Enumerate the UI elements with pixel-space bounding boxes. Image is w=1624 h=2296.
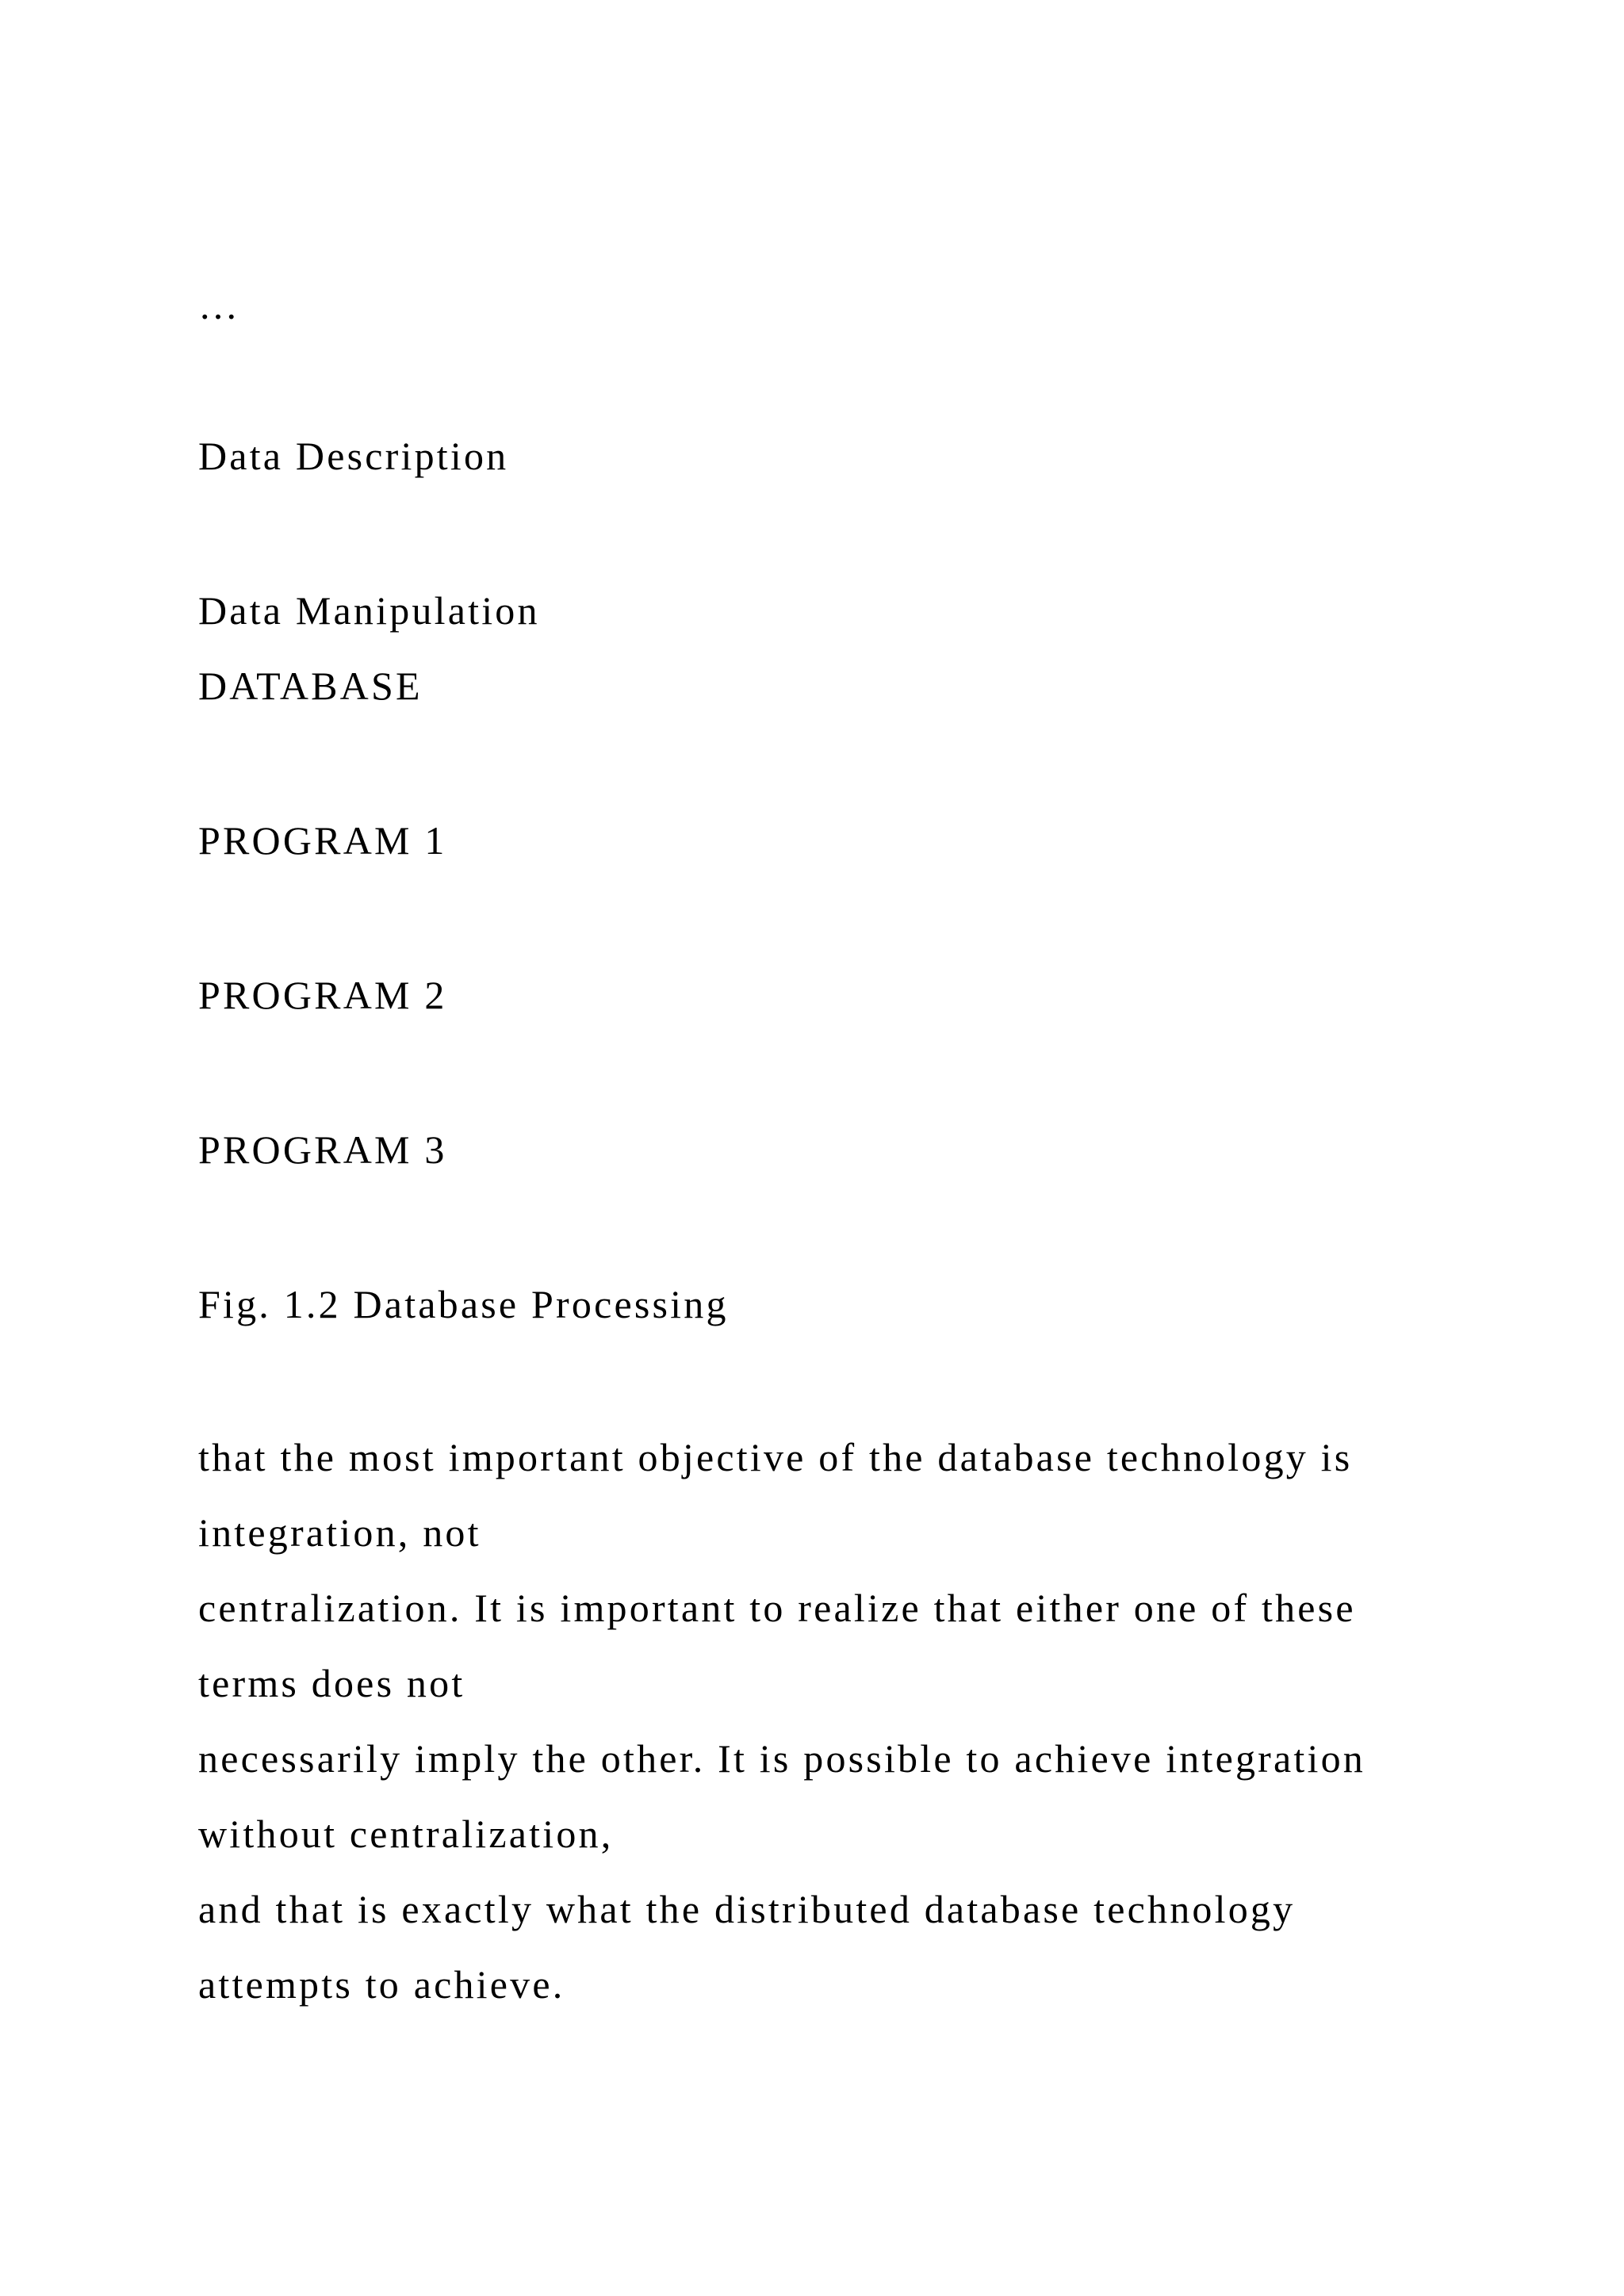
paragraph-line: terms does not bbox=[198, 1661, 465, 1705]
figure-label-program-2: PROGRAM 2 bbox=[198, 973, 447, 1017]
figure-label-program-3: PROGRAM 3 bbox=[198, 1127, 447, 1172]
figure-caption: Fig. 1.2 Database Processing bbox=[198, 1282, 729, 1326]
paragraph-line: necessarily imply the other. It is possible to achieve integration bbox=[198, 1736, 1365, 1781]
figure-label-data-description: Data Description bbox=[198, 434, 509, 478]
paragraph-line: integration, not bbox=[198, 1510, 481, 1555]
paragraph-line: centralization. It is important to realize that either one of these bbox=[198, 1586, 1356, 1630]
ellipsis-text: … bbox=[198, 283, 241, 327]
paragraph-line: that the most important objective of the database technology is bbox=[198, 1435, 1353, 1479]
figure-label-data-manipulation: Data Manipulation bbox=[198, 588, 540, 633]
figure-label-database: DATABASE bbox=[198, 664, 423, 708]
paragraph-line: attempts to achieve. bbox=[198, 1962, 565, 2007]
figure-label-program-1: PROGRAM 1 bbox=[198, 818, 447, 863]
paragraph-line: without centralization, bbox=[198, 1812, 614, 1856]
paragraph-line: and that is exactly what the distributed database technology bbox=[198, 1887, 1296, 1931]
